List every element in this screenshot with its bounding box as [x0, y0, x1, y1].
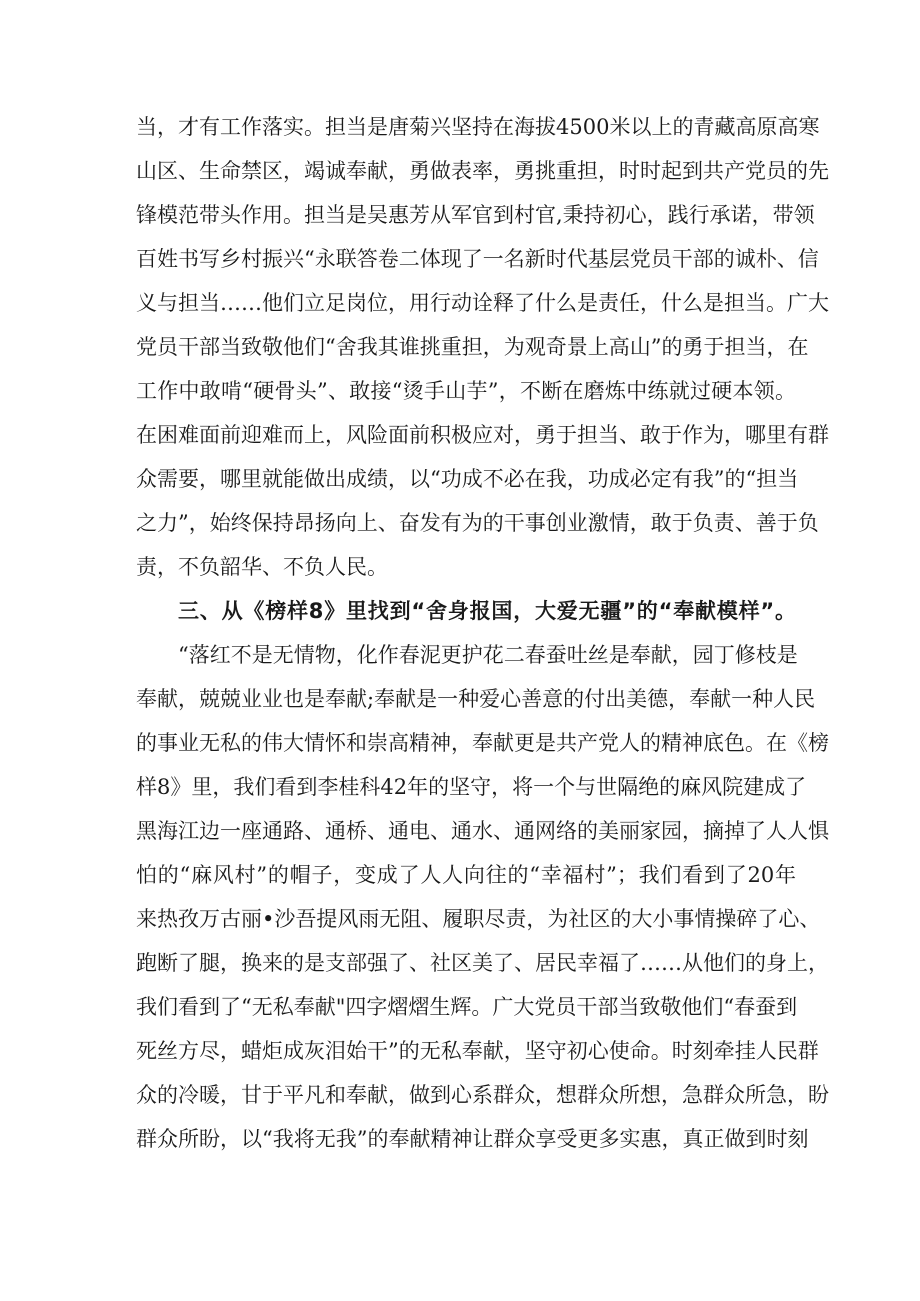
text-line: “落红不是无情物，化作春泥更护花二春蚕吐丝是奉献，园丁修枝是 — [178, 643, 798, 667]
text-line: 义与担当……他们立足岗位，用行动诠释了什么是责任，什么是担当。广大 — [136, 291, 829, 315]
text-line: 山区、生命禁区，竭诚奉献，勇做表率，勇挑重担，时时起到共产党员的先 — [136, 159, 829, 183]
text-line: 奉献，兢兢业业也是奉献;奉献是一种爱心善意的付出美德，奉献一种人民 — [136, 687, 816, 711]
text-line: 跑断了腿，换来的是支部强了、社区美了、居民幸福了……从他们的身上， — [136, 951, 829, 975]
text-line: 百姓书写乡村振兴“永联答卷二体现了一名新时代基层党员干部的诚朴、信 — [136, 247, 819, 271]
text-line: 当，才有工作落实。担当是唐菊兴坚持在海拔4500米以上的青藏高原高寒 — [136, 115, 820, 139]
text-line: 在困难面前迎难而上，风险面前积极应对，勇于担当、敢于作为，哪里有群 — [136, 423, 829, 447]
document-body — [136, 105, 829, 1161]
text-line: 众的冷暖，甘于平凡和奉献，做到心系群众，想群众所想，急群众所急，盼 — [136, 1083, 829, 1107]
text-line: 来热孜万古丽•沙吾提风雨无阻、履职尽责，为社区的大小事情操碎了心、 — [136, 907, 821, 931]
text-line: 工作中敢啃“硬骨头”、敢接“烫手山芋”，不断在磨炼中练就过硬本领。 — [136, 379, 796, 403]
text-line: 死丝方尽，蜡炬成灰泪始干”的无私奉献，坚守初心使命。时刻牵挂人民群 — [136, 1039, 819, 1063]
section-heading: 三、从《榜样8》里找到“舍身报国，大爱无疆”的“奉献模样”。 — [178, 599, 796, 623]
text-line: 怕的“麻风村”的帽子，变成了人人向往的“幸福村”；我们看到了20年 — [136, 863, 796, 887]
paragraph-2 — [136, 633, 829, 1161]
text-line: 的事业无私的伟大情怀和崇高精神，奉献更是共产党人的精神底色。在《榜 — [136, 731, 829, 755]
text-line: 锋模范带头作用。担当是吴惠芳从军官到村官,秉持初心，践行承诺，带领 — [136, 203, 815, 227]
text-line: 党员干部当致敬他们“舍我其谁挑重担，为观奇景上高山”的勇于担当，在 — [136, 335, 809, 359]
text-line: 之力”，始终保持昂扬向上、奋发有为的干事创业激情，敢于负责、善于负 — [136, 511, 819, 535]
text-line: 样8》里，我们看到李桂科42年的坚守，将一个与世隔绝的麻风院建成了 — [136, 775, 807, 799]
text-line: 群众所盼，以“我将无我”的奉献精神让群众享受更多实惠，真正做到时刻 — [136, 1127, 809, 1151]
text-line: 众需要，哪里就能做出成绩，以“功成不必在我，功成必定有我”的“担当 — [136, 467, 799, 491]
text-line: 我们看到了“无私奉献"四字熠熠生辉。广大党员干部当致敬他们“春蚕到 — [136, 995, 798, 1019]
paragraph-1 — [136, 105, 829, 589]
text-line: 责，不负韶华、不负人民。 — [136, 555, 388, 579]
text-line: 黑海江边一座通路、通桥、通电、通水、通网络的美丽家园，摘掉了人人惧 — [136, 819, 829, 843]
